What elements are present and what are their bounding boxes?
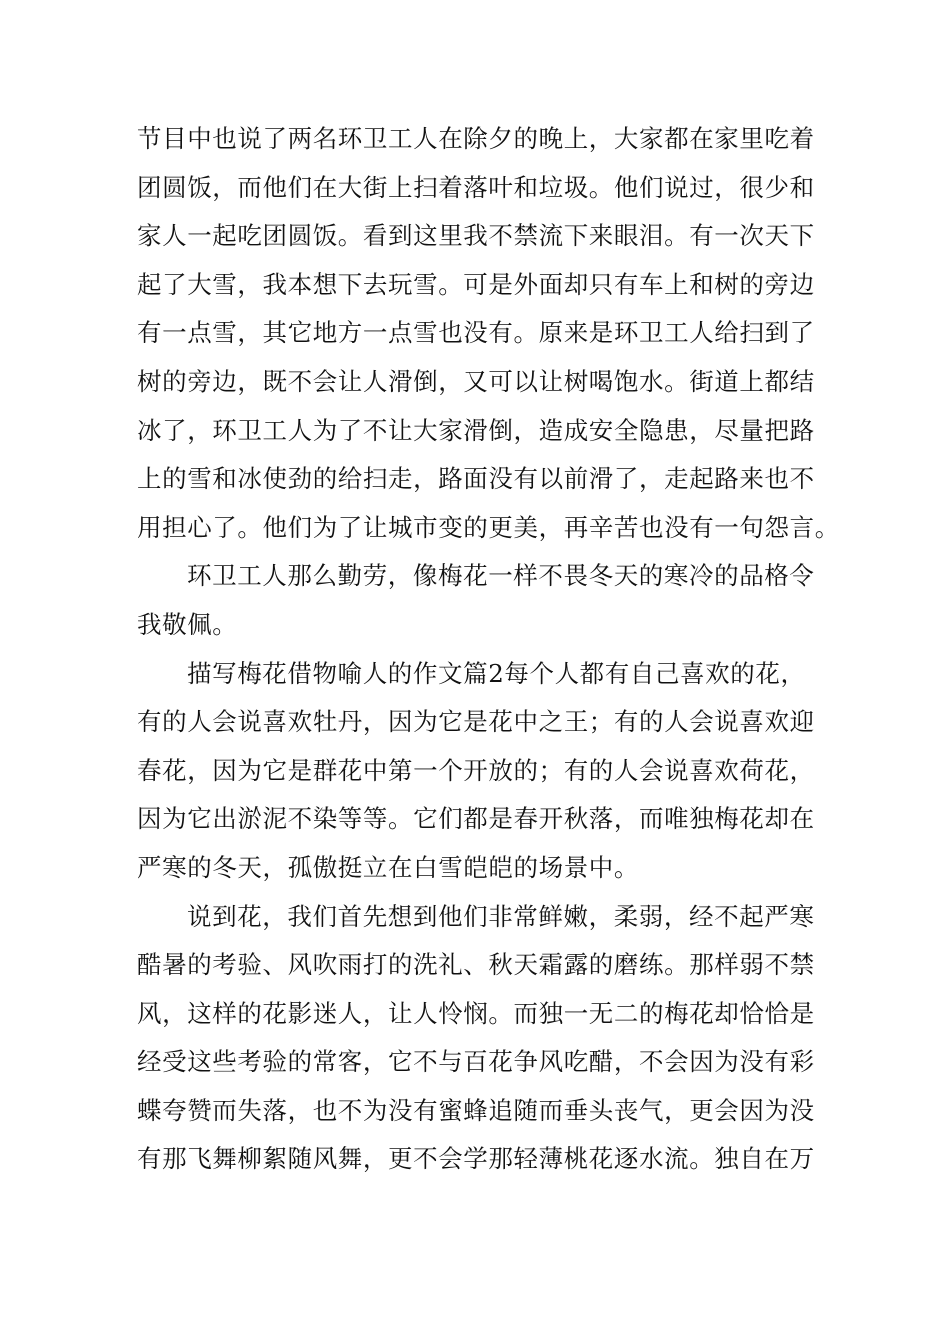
- paragraph-first-line: 描写梅花借物喻人的作文篇2每个人都有自己喜欢的花，: [187, 658, 806, 688]
- text-line: 风，这样的花影迷人，让人怜悯。而独一无二的梅花却恰恰是: [137, 998, 815, 1028]
- text-line: 严寒的冬天，孤傲挺立在白雪皑皑的场景中。: [137, 852, 639, 882]
- text-line: 上的雪和冰使劲的给扫走，路面没有以前滑了，走起路来也不: [137, 464, 815, 494]
- text-line: 我敬佩。: [137, 609, 238, 639]
- text-line: 有一点雪，其它地方一点雪也没有。原来是环卫工人给扫到了: [137, 318, 815, 348]
- text-line: 蝶夸赞而失落，也不为没有蜜蜂追随而垂头丧气，更会因为没: [137, 1095, 815, 1125]
- paragraph-first-line: 环卫工人那么勤劳，像梅花一样不畏冬天的寒冷的品格令: [187, 561, 815, 591]
- text-line: 经受这些考验的常客，它不与百花争风吃醋，不会因为没有彩: [137, 1047, 815, 1077]
- text-line: 节目中也说了两名环卫工人在除夕的晚上，大家都在家里吃着: [137, 124, 815, 153]
- text-line: 家人一起吃团圆饭。看到这里我不禁流下来眼泪。有一次天下: [137, 221, 815, 251]
- text-line: 有那飞舞柳絮随风舞，更不会学那轻薄桃花逐水流。独自在万: [137, 1144, 815, 1174]
- text-line: 团圆饭，而他们在大街上扫着落叶和垃圾。他们说过，很少和: [137, 172, 815, 202]
- text-line: 起了大雪，我本想下去玩雪。可是外面却只有车上和树的旁边: [137, 269, 815, 299]
- document-text: [137, 115, 840, 1184]
- text-line: 用担心了。他们为了让城市变的更美，再辛苦也没有一句怨言。: [137, 512, 840, 542]
- text-line: 春花，因为它是群花中第一个开放的；有的人会说喜欢荷花，: [137, 755, 815, 785]
- text-line: 树的旁边，既不会让人滑倒，又可以让树喝饱水。街道上都结: [137, 366, 815, 396]
- paragraph-first-line: 说到花，我们首先想到他们非常鲜嫩，柔弱，经不起严寒: [187, 901, 815, 931]
- text-line: 有的人会说喜欢牡丹，因为它是花中之王；有的人会说喜欢迎: [137, 707, 815, 737]
- text-line: 冰了，环卫工人为了不让大家滑倒，造成安全隐患，尽量把路: [137, 415, 815, 445]
- text-line: 酷暑的考验、风吹雨打的洗礼、秋天霜露的磨练。那样弱不禁: [137, 950, 815, 980]
- text-line: 因为它出淤泥不染等等。它们都是春开秋落，而唯独梅花却在: [137, 804, 815, 834]
